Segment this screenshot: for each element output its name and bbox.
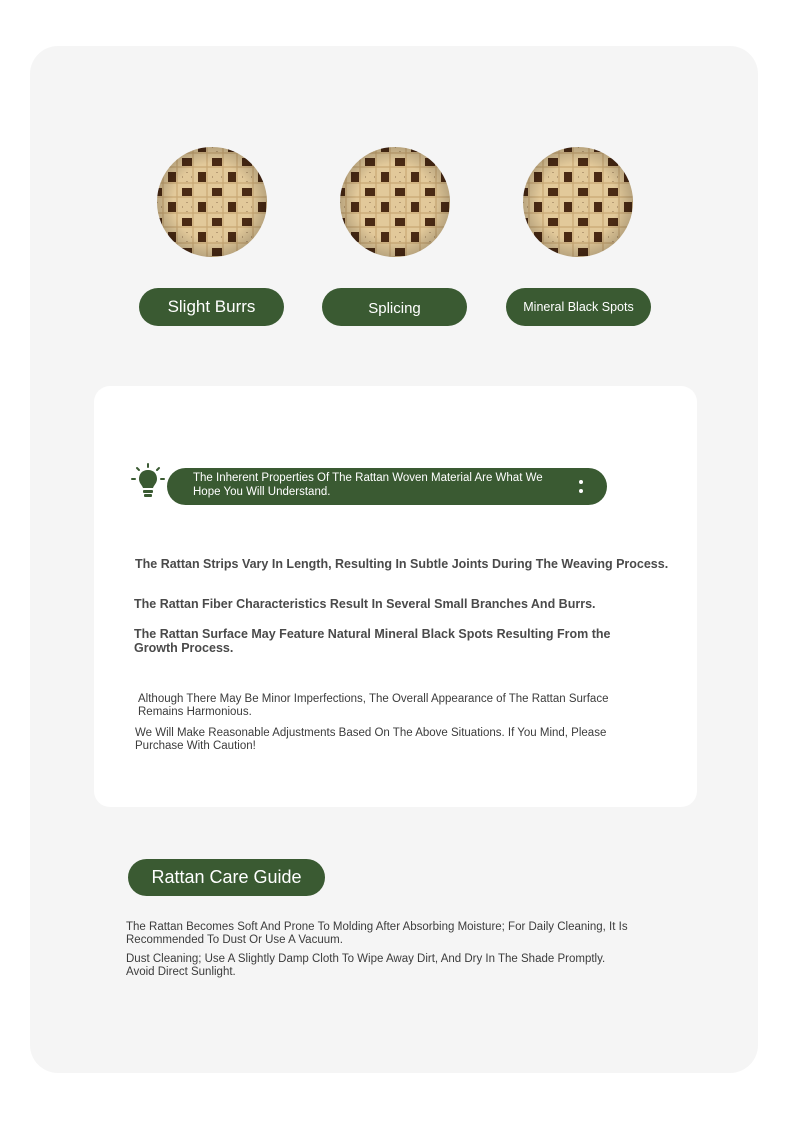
more-dots-icon (579, 480, 583, 493)
property-black-spots: The Rattan Surface May Feature Natural Mineral Black Spots Resulting From the Growth Process. (134, 627, 611, 655)
rattan-weave-sample-icon (523, 147, 633, 257)
care-line-dust-cleaning: Dust Cleaning; Use A Slightly Damp Cloth To Wipe Away Dirt, And Dry In The Shade Promptly. Avoid Direct Sunlight. (126, 953, 606, 978)
slight-burrs-label: Slight Burrs (139, 288, 284, 326)
property-strip-joints: The Rattan Strips Vary In Length, Resulting In Subtle Joints During The Weaving Process. (135, 557, 669, 571)
property-harmonious: Although There May Be Minor Imperfections, The Overall Appearance of The Rattan Surface Remains Harmonious. (138, 693, 609, 718)
notice-text: The Inherent Properties Of The Rattan Woven Material Are What We Hope You Will Understand. (193, 472, 543, 498)
splicing-label: Splicing (322, 288, 467, 326)
lightbulb-icon (131, 463, 165, 501)
mineral-black-spots-label: Mineral Black Spots (506, 288, 651, 326)
notice-banner (167, 468, 607, 505)
property-branches-burrs: The Rattan Fiber Characteristics Result In Several Small Branches And Burrs. (134, 597, 596, 611)
rattan-weave-sample-icon (340, 147, 450, 257)
care-guide-title: Rattan Care Guide (128, 859, 325, 896)
property-caution: We Will Make Reasonable Adjustments Based On The Above Situations. If You Mind, Please Purchase With Caution! (135, 727, 607, 752)
care-line-moisture: The Rattan Becomes Soft And Prone To Molding After Absorbing Moisture; For Daily Cleaning, It Is Recommended To Dust Or Use A Vacuum. (126, 921, 628, 946)
rattan-weave-sample-icon (157, 147, 267, 257)
